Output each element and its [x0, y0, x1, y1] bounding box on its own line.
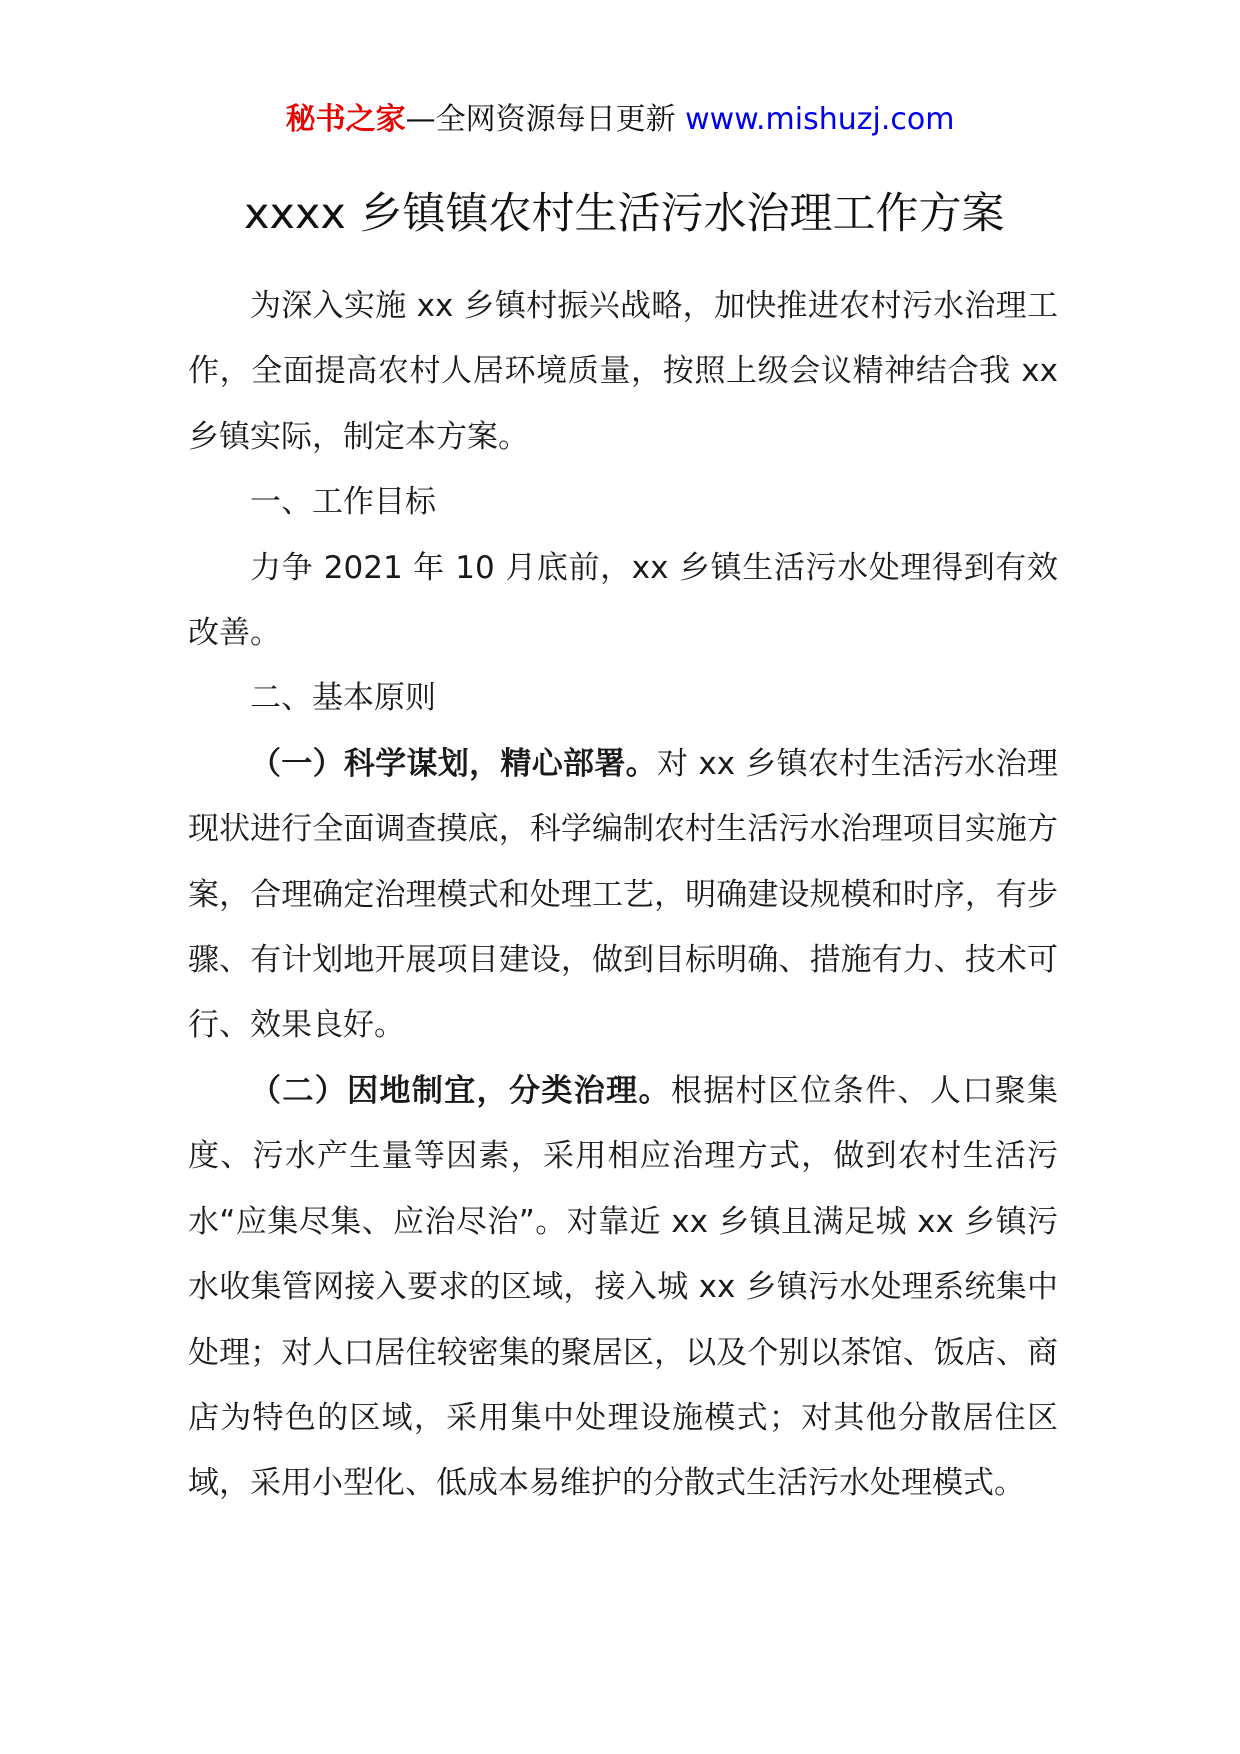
section-heading-principles: 二、基本原则 — [250, 680, 436, 717]
principle-2-body: 根据村区位条件、人口聚集度、污水产生量等因素，采用相应治理方式，做到农村生活污水“应集尽集、应治尽治”。对靠近 xx 乡镇且满足城 xx 乡镇污水收集管网接入要求的区域，接入城 xx 乡镇污水处理系统集中处理；对人口居住较密集的聚居区，以及个别以茶馆、饭店、商店为特色的区域，采用集中处理设施模式；对其他分散居住区域，采用小型化、低成本易维护的分散式生活污水处理模式。 — [188, 1072, 1058, 1502]
principle-1-lead: （一）科学谋划，精心部署。 — [250, 745, 657, 782]
goals-paragraph: 力争 2021 年 10 月底前，xx 乡镇生活污水处理得到有效改善。 — [188, 549, 1058, 652]
document-title: xxxx 乡镇镇农村生活污水治理工作方案 — [244, 189, 1005, 239]
site-url-link[interactable]: www.mishuzj.com — [685, 102, 955, 137]
brand-name: 秘书之家 — [285, 102, 406, 137]
principle-paragraph-1 — [188, 732, 1058, 1059]
section-heading-goals: 一、工作目标 — [250, 484, 436, 521]
document-body — [188, 274, 1058, 1517]
header-tagline: —全网资源每日更新 — [405, 102, 686, 137]
principle-paragraph-2 — [188, 1059, 1058, 1517]
principle-1-body: 对 xx 乡镇农村生活污水治理现状进行全面调查摸底，科学编制农村生活污水治理项目实施方案，合理确定治理模式和处理工艺，明确建设规模和时序，有步骤、有计划地开展项目建设，做到目标明确、措施有力、技术可行、效果良好。 — [188, 745, 1058, 1044]
intro-paragraph: 为深入实施 xx 乡镇村振兴战略，加快推进农村污水治理工作，全面提高农村人居环境质量，按照上级会议精神结合我 xx 乡镇实际，制定本方案。 — [188, 288, 1058, 455]
principle-2-lead: （二）因地制宜，分类治理。 — [250, 1072, 671, 1109]
site-header — [0, 100, 1240, 140]
